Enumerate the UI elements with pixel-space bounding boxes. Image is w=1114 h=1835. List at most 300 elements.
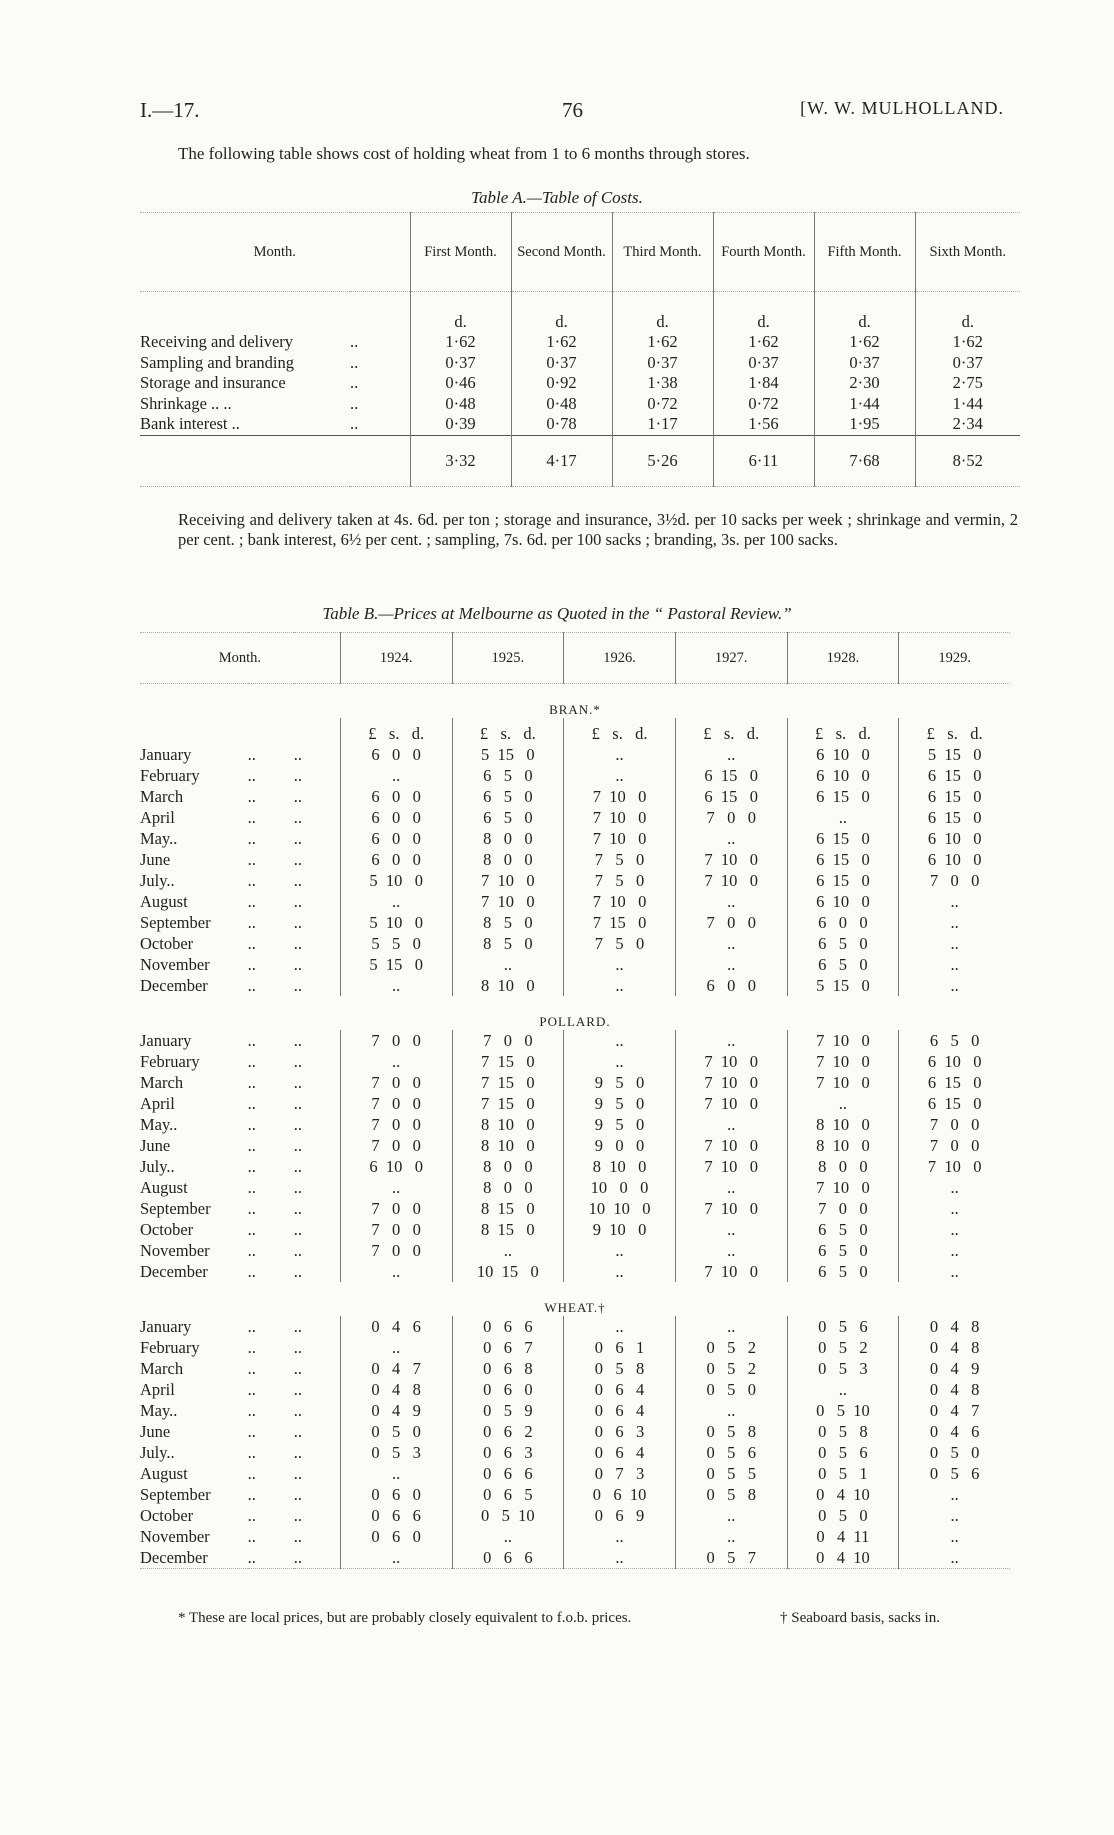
price-cell: 7 0 0 (340, 1240, 452, 1261)
price-cell: .. (564, 1261, 676, 1282)
price-cell: 6 10 0 (899, 1051, 1010, 1072)
price-cell: .. (675, 1030, 787, 1051)
leader-dots: .. (293, 786, 302, 806)
price-row (140, 1526, 1010, 1547)
month-label: April (140, 807, 175, 827)
price-cell: .. (899, 1505, 1010, 1526)
leader-dots: .. (247, 1261, 256, 1281)
year-header: 1925. (452, 633, 564, 684)
leader-dots: .. (293, 1240, 302, 1260)
price-cell: 0 4 9 (340, 1400, 452, 1421)
price-cell: .. (899, 1484, 1010, 1505)
price-cell: 5 15 0 (340, 954, 452, 975)
price-cell: 8 10 0 (452, 975, 564, 996)
price-cell: .. (675, 744, 787, 765)
month-label: June (140, 1421, 171, 1441)
leader-dots: .. (293, 1072, 302, 1092)
leader-dots: .. (247, 954, 256, 974)
price-cell: 0 6 7 (452, 1337, 564, 1358)
month-label: August (140, 891, 188, 911)
month-label: March (140, 1358, 184, 1378)
leader-dots: .. (247, 1177, 256, 1197)
price-row (140, 1156, 1010, 1177)
price-cell: 7 10 0 (564, 828, 676, 849)
leader-dots: .. (293, 1358, 302, 1378)
price-cell: 7 10 0 (675, 1051, 787, 1072)
price-cell: .. (675, 828, 787, 849)
leader-dots: .. (293, 1219, 302, 1239)
price-cell: 7 0 0 (899, 1135, 1010, 1156)
price-cell: .. (340, 1463, 452, 1484)
price-cell: 0 5 8 (787, 1421, 899, 1442)
price-cell: 0 5 6 (787, 1316, 899, 1337)
table-a-caption: Table A.—Table of Costs. (471, 188, 643, 207)
price-row (140, 1093, 1010, 1114)
price-cell: 8 0 0 (452, 1177, 564, 1198)
month-label: February (140, 1051, 200, 1071)
month-label: July.. (140, 870, 175, 890)
price-cell: 6 15 0 (675, 765, 787, 786)
cost-cell: 0·39 (410, 414, 511, 435)
table-b-caption: Table B.—Prices at Melbourne as Quoted in the “ Pastoral Review.” (322, 604, 792, 623)
table-a-col-header: Fifth Month. (814, 213, 915, 292)
price-row (140, 1484, 1010, 1505)
price-cell: 9 5 0 (564, 1072, 676, 1093)
leader-dots: .. (247, 1400, 256, 1420)
leader-dots: .. (350, 393, 359, 413)
price-cell: 0 4 10 (787, 1484, 899, 1505)
price-cell: 5 15 0 (787, 975, 899, 996)
price-cell: 0 6 0 (340, 1526, 452, 1547)
cost-cell: 2·30 (814, 373, 915, 394)
table-a-row (140, 414, 1020, 435)
leader-dots: .. (293, 1177, 302, 1197)
price-cell: 6 5 0 (787, 1240, 899, 1261)
price-cell: .. (564, 765, 676, 786)
price-cell: 0 5 2 (675, 1337, 787, 1358)
price-cell: 5 10 0 (340, 870, 452, 891)
price-cell: 10 0 0 (564, 1177, 676, 1198)
price-cell: 0 4 7 (899, 1400, 1010, 1421)
price-cell: 6 5 0 (452, 765, 564, 786)
leader-dots: .. (247, 975, 256, 995)
leader-dots: .. (293, 1261, 302, 1281)
leader-dots: .. (247, 912, 256, 932)
price-cell: 6 15 0 (787, 786, 899, 807)
price-cell: 7 10 0 (675, 1093, 787, 1114)
price-row (140, 1400, 1010, 1421)
price-cell: .. (787, 1093, 899, 1114)
price-cell: 7 10 0 (564, 786, 676, 807)
leader-dots: .. (247, 1337, 256, 1357)
price-cell: .. (899, 1261, 1010, 1282)
leader-dots: .. (293, 1442, 302, 1462)
cost-cell: 1·17 (612, 414, 713, 435)
leader-dots: .. (350, 414, 359, 434)
price-cell: 8 5 0 (452, 933, 564, 954)
month-label: February (140, 765, 200, 785)
price-cell: .. (340, 891, 452, 912)
price-cell: 7 10 0 (675, 1261, 787, 1282)
leader-dots: .. (247, 891, 256, 911)
price-cell: 0 5 5 (675, 1463, 787, 1484)
leader-dots: .. (293, 828, 302, 848)
leader-dots: .. (247, 828, 256, 848)
section-heading-row (140, 1282, 1010, 1316)
price-row (140, 1316, 1010, 1337)
price-row (140, 1505, 1010, 1526)
price-cell: 7 5 0 (564, 933, 676, 954)
price-row (140, 807, 1010, 828)
price-row (140, 1135, 1010, 1156)
price-cell: 7 10 0 (787, 1177, 899, 1198)
cost-cell: 0·46 (410, 373, 511, 394)
price-cell: .. (899, 891, 1010, 912)
leader-dots: .. (293, 1316, 302, 1336)
unit-label: d. (915, 292, 1020, 333)
price-cell: 7 10 0 (787, 1030, 899, 1051)
price-cell: 0 4 8 (899, 1316, 1010, 1337)
year-header: 1924. (340, 633, 452, 684)
price-cell: .. (899, 1547, 1010, 1569)
price-cell: 0 5 9 (452, 1400, 564, 1421)
price-cell: 7 0 0 (340, 1093, 452, 1114)
price-cell: 5 5 0 (340, 933, 452, 954)
price-cell: .. (564, 975, 676, 996)
leader-dots: .. (293, 1337, 302, 1357)
price-cell: .. (787, 807, 899, 828)
month-label: October (140, 933, 194, 953)
total-cell: 3·32 (410, 435, 511, 486)
month-label: December (140, 1547, 248, 1569)
price-cell: 7 0 0 (340, 1030, 452, 1051)
price-cell: 0 5 7 (675, 1547, 787, 1569)
price-cell: .. (675, 1400, 787, 1421)
table-a-row (140, 332, 1020, 353)
price-cell: 7 10 0 (787, 1072, 899, 1093)
month-label: March (140, 786, 184, 806)
price-cell: 7 15 0 (452, 1072, 564, 1093)
price-cell: 5 15 0 (899, 744, 1010, 765)
lsd-unit-row (140, 718, 1010, 744)
price-cell: 8 5 0 (452, 912, 564, 933)
table-a-col-header: First Month. (410, 213, 511, 292)
price-cell: 0 5 0 (787, 1505, 899, 1526)
price-cell: 0 6 4 (564, 1442, 676, 1463)
price-cell: .. (564, 744, 676, 765)
month-label: February (140, 1337, 200, 1357)
price-row (140, 1421, 1010, 1442)
price-cell: 7 0 0 (340, 1219, 452, 1240)
price-cell: 0 6 2 (452, 1421, 564, 1442)
price-cell: 6 5 0 (787, 954, 899, 975)
price-cell: .. (340, 765, 452, 786)
price-cell: 8 10 0 (564, 1156, 676, 1177)
price-cell: 0 6 9 (564, 1505, 676, 1526)
price-cell: 0 5 6 (899, 1463, 1010, 1484)
price-cell: 0 5 2 (787, 1337, 899, 1358)
price-cell: .. (340, 1547, 452, 1569)
price-cell: 6 0 0 (787, 912, 899, 933)
total-cell: 6·11 (713, 435, 814, 486)
year-header: 1929. (899, 633, 1010, 684)
cost-cell: 1·62 (915, 332, 1020, 353)
price-row (140, 744, 1010, 765)
section-title: WHEAT.† (544, 1300, 606, 1315)
price-row (140, 1072, 1010, 1093)
price-cell: .. (675, 1526, 787, 1547)
price-cell: 0 5 6 (675, 1442, 787, 1463)
footnote-local-prices: * These are local prices, but are probably closely equivalent to f.o.b. prices. (178, 1610, 632, 1626)
table-a-col-header: Fourth Month. (713, 213, 814, 292)
price-cell: 0 5 3 (340, 1442, 452, 1463)
price-row (140, 1337, 1010, 1358)
price-cell: 0 5 0 (340, 1421, 452, 1442)
cost-item-label: Storage and insurance (140, 373, 286, 393)
price-cell: .. (340, 975, 452, 996)
price-cell: 0 6 8 (452, 1358, 564, 1379)
price-cell: 7 10 0 (452, 870, 564, 891)
cost-cell: 1·56 (713, 414, 814, 435)
leader-dots: .. (247, 1135, 256, 1155)
price-cell: .. (899, 1219, 1010, 1240)
price-cell: 6 5 0 (787, 1219, 899, 1240)
leader-dots: .. (293, 765, 302, 785)
price-cell: 8 10 0 (452, 1114, 564, 1135)
price-cell: .. (340, 1177, 452, 1198)
cost-cell: 0·37 (612, 353, 713, 374)
price-cell: 0 4 6 (340, 1316, 452, 1337)
price-cell: 7 0 0 (340, 1072, 452, 1093)
cost-cell: 1·62 (814, 332, 915, 353)
leader-dots: .. (247, 1526, 256, 1546)
leader-dots: .. (247, 1030, 256, 1050)
leader-dots: .. (247, 1093, 256, 1113)
leader-dots: .. (247, 765, 256, 785)
price-cell: .. (899, 1240, 1010, 1261)
price-cell: 0 4 8 (899, 1379, 1010, 1400)
price-cell: 6 15 0 (899, 1072, 1010, 1093)
price-cell: 6 5 0 (899, 1030, 1010, 1051)
price-cell: .. (899, 912, 1010, 933)
price-cell: 8 15 0 (452, 1198, 564, 1219)
price-cell: .. (899, 1526, 1010, 1547)
cost-cell: 0·37 (511, 353, 612, 374)
leader-dots: .. (247, 786, 256, 806)
unit-label: d. (713, 292, 814, 333)
cost-cell: 2·75 (915, 373, 1020, 394)
table-a-col-header: Sixth Month. (915, 213, 1020, 292)
table-a-month-header: Month. (140, 213, 410, 292)
price-cell: 9 5 0 (564, 1114, 676, 1135)
cost-cell: 1·62 (511, 332, 612, 353)
price-cell: .. (340, 1337, 452, 1358)
year-header: 1927. (675, 633, 787, 684)
price-cell: .. (340, 1051, 452, 1072)
cost-cell: 0·72 (713, 394, 814, 415)
price-cell: 10 10 0 (564, 1198, 676, 1219)
price-cell: 5 10 0 (340, 912, 452, 933)
leader-dots: .. (247, 1379, 256, 1399)
price-row (140, 1463, 1010, 1484)
price-cell: 7 10 0 (675, 1135, 787, 1156)
price-cell: 0 6 1 (564, 1337, 676, 1358)
leader-dots: .. (293, 807, 302, 827)
month-label: August (140, 1177, 188, 1197)
price-cell: .. (899, 954, 1010, 975)
price-cell: 6 15 0 (787, 870, 899, 891)
leader-dots: .. (247, 1240, 256, 1260)
price-cell: 6 5 0 (452, 807, 564, 828)
price-cell: 0 6 6 (340, 1505, 452, 1526)
cost-cell: 1·62 (410, 332, 511, 353)
price-cell: 0 4 9 (899, 1358, 1010, 1379)
price-cell: 8 0 0 (452, 1156, 564, 1177)
cost-item-label: Receiving and delivery (140, 332, 294, 352)
price-cell: 7 0 0 (675, 912, 787, 933)
month-label: January (140, 744, 192, 764)
price-cell: 6 5 0 (452, 786, 564, 807)
price-cell: 7 0 0 (787, 1198, 899, 1219)
price-cell: 6 10 0 (899, 849, 1010, 870)
month-label: September (140, 1198, 211, 1218)
lsd-unit-label: £ s. d. (452, 718, 564, 744)
price-cell: 6 0 0 (340, 807, 452, 828)
price-cell: .. (564, 1240, 676, 1261)
header-reference: I.—17. (140, 98, 200, 122)
table-a-col-header: Second Month. (511, 213, 612, 292)
price-cell: 0 5 10 (452, 1505, 564, 1526)
price-cell: .. (787, 1379, 899, 1400)
price-cell: .. (675, 1219, 787, 1240)
price-cell: 6 10 0 (787, 891, 899, 912)
price-cell: 6 0 0 (340, 786, 452, 807)
price-cell: 6 15 0 (787, 849, 899, 870)
price-cell: .. (675, 1316, 787, 1337)
price-cell: 0 7 3 (564, 1463, 676, 1484)
price-row (140, 975, 1010, 996)
price-cell: .. (675, 1505, 787, 1526)
unit-label: d. (814, 292, 915, 333)
price-cell: 0 4 10 (787, 1547, 899, 1569)
cost-cell: 1·44 (915, 394, 1020, 415)
lsd-unit-label: £ s. d. (564, 718, 676, 744)
price-cell: 0 5 8 (675, 1484, 787, 1505)
leader-dots: .. (293, 1156, 302, 1176)
page-number: 76 (562, 98, 583, 122)
month-label: August (140, 1463, 188, 1483)
month-label: November (140, 1526, 210, 1546)
price-cell: .. (899, 933, 1010, 954)
price-cell: 0 5 3 (787, 1358, 899, 1379)
leader-dots: .. (293, 912, 302, 932)
cost-cell: 1·38 (612, 373, 713, 394)
price-cell: 7 0 0 (340, 1114, 452, 1135)
price-cell: .. (675, 954, 787, 975)
unit-label: d. (511, 292, 612, 333)
leader-dots: .. (293, 891, 302, 911)
price-cell: .. (899, 1198, 1010, 1219)
price-cell: 0 4 8 (899, 1337, 1010, 1358)
price-cell: 0 5 2 (675, 1358, 787, 1379)
cost-cell: 1·62 (612, 332, 713, 353)
cost-basis-note: Receiving and delivery taken at 4s. 6d. per ton ; storage and insurance, 3½d. per 10 sacks per week ; shrinkage and vermin, 2 per cent. ; bank interest, 6½ per cent. ; sampling, 7s. 6d. per 100 sacks ; branding, 3s. per 100 sacks. (178, 510, 1018, 549)
price-cell: 0 6 3 (452, 1442, 564, 1463)
price-cell: 7 10 0 (787, 1051, 899, 1072)
leader-dots: .. (247, 870, 256, 890)
total-cell: 4·17 (511, 435, 612, 486)
price-cell: .. (340, 1261, 452, 1282)
price-row (140, 786, 1010, 807)
price-cell: 6 5 0 (787, 1261, 899, 1282)
price-cell: .. (564, 954, 676, 975)
cost-cell: 0·92 (511, 373, 612, 394)
price-cell: 10 15 0 (452, 1261, 564, 1282)
leader-dots: .. (293, 1400, 302, 1420)
cost-cell: 1·44 (814, 394, 915, 415)
price-cell: 0 5 10 (787, 1400, 899, 1421)
month-label: November (140, 954, 210, 974)
leader-dots: .. (293, 933, 302, 953)
price-cell: 8 0 0 (787, 1156, 899, 1177)
leader-dots: .. (350, 332, 359, 352)
price-cell: 0 6 3 (564, 1421, 676, 1442)
price-cell: 6 15 0 (899, 786, 1010, 807)
table-a-col-header: Third Month. (612, 213, 713, 292)
price-cell: 6 15 0 (899, 1093, 1010, 1114)
leader-dots: .. (293, 1421, 302, 1441)
price-cell: .. (899, 1177, 1010, 1198)
price-cell: 8 0 0 (452, 849, 564, 870)
leader-dots: .. (293, 1484, 302, 1504)
year-header: 1926. (564, 633, 676, 684)
leader-dots: .. (293, 744, 302, 764)
table-a-total-row (140, 435, 1020, 486)
price-cell: 7 15 0 (452, 1093, 564, 1114)
leader-dots: .. (247, 1484, 256, 1504)
price-row (140, 1030, 1010, 1051)
month-label: May.. (140, 828, 178, 848)
price-row (140, 933, 1010, 954)
leader-dots: .. (247, 1219, 256, 1239)
cost-cell: 0·37 (814, 353, 915, 374)
price-cell: .. (675, 933, 787, 954)
cost-cell: 0·72 (612, 394, 713, 415)
leader-dots: .. (293, 1093, 302, 1113)
leader-dots: .. (350, 373, 359, 393)
cost-cell: 0·78 (511, 414, 612, 435)
price-row (140, 1358, 1010, 1379)
leader-dots: .. (350, 352, 359, 372)
cost-cell: 0·37 (713, 353, 814, 374)
leader-dots: .. (247, 849, 256, 869)
price-cell: 8 10 0 (787, 1114, 899, 1135)
price-cell: 9 10 0 (564, 1219, 676, 1240)
price-cell: 0 6 10 (564, 1484, 676, 1505)
price-cell: .. (452, 954, 564, 975)
cost-cell: 0·37 (410, 353, 511, 374)
lsd-unit-label: £ s. d. (675, 718, 787, 744)
month-label: September (140, 1484, 211, 1504)
price-cell: 7 10 0 (675, 870, 787, 891)
leader-dots: .. (247, 1072, 256, 1092)
price-cell: .. (675, 891, 787, 912)
price-row (140, 1442, 1010, 1463)
leader-dots: .. (247, 807, 256, 827)
leader-dots: .. (247, 1442, 256, 1462)
price-cell: .. (564, 1316, 676, 1337)
intro-text: The following table shows cost of holding wheat from 1 to 6 months through stores. (178, 144, 750, 163)
